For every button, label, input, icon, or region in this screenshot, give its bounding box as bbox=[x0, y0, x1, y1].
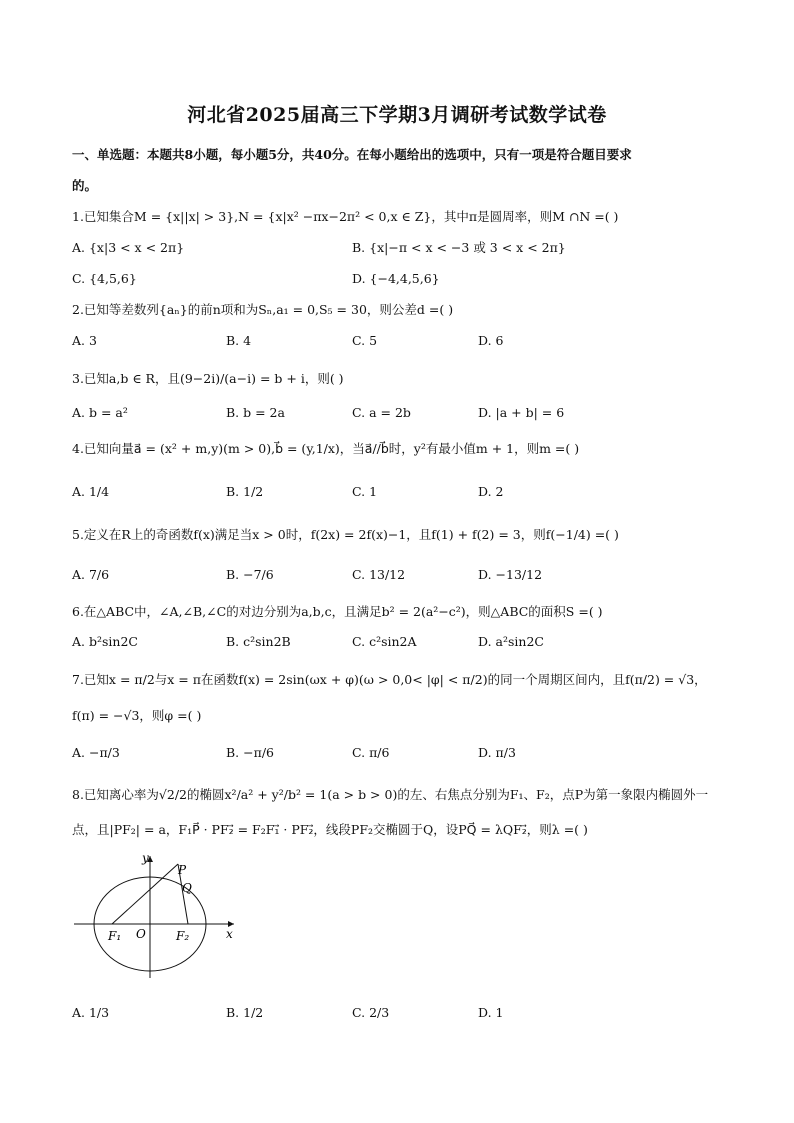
question-5-stem: 5.定义在R上的奇函数f(x)满足当x > 0时，f(2x) = 2f(x)−1，且f(1) + f(2) = 3，则f(−1/4) =( ) bbox=[72, 527, 619, 542]
question-2-option-d: D. 6 bbox=[478, 333, 504, 348]
question-8-stem-cont: 点，且|PF₂| = a，F₁P⃗ · PF₂⃗ = F₂F₁⃗ · PF₂⃗，线段PF₂交椭圆于Q，设PQ⃗ = λQF₂⃗，则λ =( ) bbox=[72, 822, 588, 837]
question-3-option-a: A. b = a² bbox=[72, 405, 128, 420]
question-2-option-b: B. 4 bbox=[226, 333, 252, 348]
question-8-option-d: D. 1 bbox=[478, 1005, 504, 1020]
section-heading: 一、单选题：本题共8小题，每小题5分，共40分。在每小题给出的选项中，只有一项是符合题目要求 bbox=[72, 147, 632, 162]
question-1-option-a: A. {x|3 < x < 2π} bbox=[72, 240, 185, 255]
label-q: Q bbox=[182, 881, 192, 895]
question-6-option-d: D. a²sin2C bbox=[478, 634, 544, 649]
question-5-option-d: D. −13/12 bbox=[478, 567, 543, 582]
question-3-option-b: B. b = 2a bbox=[226, 405, 285, 420]
question-6-option-c: C. c²sin2A bbox=[352, 634, 417, 649]
question-1-option-b: B. {x|−π < x < −3 或 3 < x < 2π} bbox=[352, 240, 566, 255]
question-7-stem-cont: f(π) = −√3，则φ =( ) bbox=[72, 708, 202, 723]
question-3-stem: 3.已知a,b ∈ R，且(9−2i)/(a−i) = b + i，则( ) bbox=[72, 371, 344, 386]
question-5-option-b: B. −7/6 bbox=[226, 567, 274, 582]
question-2-option-a: A. 3 bbox=[72, 333, 97, 348]
label-y: y bbox=[142, 851, 149, 865]
question-8-option-c: C. 2/3 bbox=[352, 1005, 390, 1020]
question-4-option-c: C. 1 bbox=[352, 484, 378, 499]
label-x: x bbox=[226, 927, 233, 941]
question-7-option-d: D. π/3 bbox=[478, 745, 516, 760]
question-6-option-a: A. b²sin2C bbox=[72, 634, 138, 649]
question-6-stem: 6.在△ABC中，∠A,∠B,∠C的对边分别为a,b,c，且满足b² = 2(a²−c²)，则△ABC的面积S =( ) bbox=[72, 604, 603, 619]
question-7-stem: 7.已知x = π/2与x = π在函数f(x) = 2sin(ωx + φ)(ω > 0,0< |φ| < π/2)的同一个周期区间内，且f(π/2) = √3， bbox=[72, 672, 707, 687]
question-3-option-d: D. |a + b| = 6 bbox=[478, 405, 565, 420]
question-1-option-d: D. {−4,4,5,6} bbox=[352, 271, 440, 286]
label-p: P bbox=[178, 863, 187, 877]
question-4-stem: 4.已知向量a⃗ = (x² + m,y)(m > 0),b⃗ = (y,1/x)，当a⃗//b⃗时，y²有最小值m + 1，则m =( ) bbox=[72, 441, 580, 456]
question-2-option-c: C. 5 bbox=[352, 333, 378, 348]
label-f2: F₂ bbox=[176, 929, 190, 943]
question-6-option-b: B. c²sin2B bbox=[226, 634, 291, 649]
question-1-option-c: C. {4,5,6} bbox=[72, 271, 137, 286]
question-4-option-a: A. 1/4 bbox=[72, 484, 110, 499]
question-7-option-b: B. −π/6 bbox=[226, 745, 274, 760]
page-title: 河北省2025届高三下学期3月调研考试数学试卷 bbox=[187, 104, 607, 126]
question-5-option-c: C. 13/12 bbox=[352, 567, 406, 582]
label-f1: F₁ bbox=[108, 929, 122, 943]
question-5-option-a: A. 7/6 bbox=[72, 567, 110, 582]
question-7-option-c: C. π/6 bbox=[352, 745, 390, 760]
ellipse-figure bbox=[72, 846, 242, 986]
question-3-option-c: C. a = 2b bbox=[352, 405, 411, 420]
question-4-option-d: D. 2 bbox=[478, 484, 504, 499]
question-1-stem: 1.已知集合M = {x||x| > 3},N = {x|x² −πx−2π² < 0,x ∈ Z}，其中π是圆周率，则M ∩N =( ) bbox=[72, 209, 619, 224]
segment-f1-p bbox=[112, 864, 178, 924]
question-8-option-a: A. 1/3 bbox=[72, 1005, 110, 1020]
section-heading-cont: 的。 bbox=[72, 178, 98, 193]
question-8-stem: 8.已知离心率为√2/2的椭圆x²/a² + y²/b² = 1(a > b > 0)的左、右焦点分别为F₁、F₂，点P为第一象限内椭圆外一 bbox=[72, 787, 709, 802]
question-4-option-b: B. 1/2 bbox=[226, 484, 264, 499]
question-2-stem: 2.已知等差数列{aₙ}的前n项和为Sₙ,a₁ = 0,S₅ = 30，则公差d =( ) bbox=[72, 302, 454, 317]
label-o: O bbox=[136, 927, 146, 941]
ellipse-diagram bbox=[72, 846, 242, 986]
question-7-option-a: A. −π/3 bbox=[72, 745, 120, 760]
question-8-option-b: B. 1/2 bbox=[226, 1005, 264, 1020]
